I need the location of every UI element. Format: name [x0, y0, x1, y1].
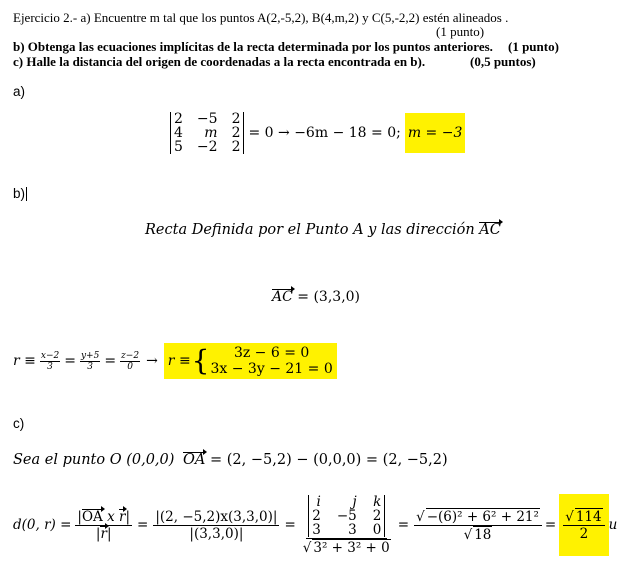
- matrix-cell: −5: [196, 111, 218, 127]
- vector-ac: AC: [479, 222, 501, 238]
- part-a-equation: [170, 112, 465, 154]
- implicit-equations-highlight: [164, 343, 337, 379]
- vector-oa-value: = (2, −5,2) − (0,0,0) = (2, −5,2): [210, 452, 448, 468]
- m-result-highlight: m = −3: [405, 113, 466, 153]
- direction-vector: [272, 289, 360, 305]
- r-symbol: r ≡: [13, 353, 36, 369]
- exercise-statement-b: b) Obtenga las ecuaciones implícitas de la recta determinada por los puntos anteriores.: [13, 39, 493, 54]
- fraction-y: $\frac{y+5}{3}$: [80, 350, 100, 372]
- fraction-determinant: i j k 2 −5 2 3 3 0 √ 3² + 3² + 0: [302, 493, 390, 556]
- sentence-text: Recta Definida por el Punto A y las dirección: [145, 222, 475, 238]
- determinant-matrix: [170, 112, 244, 154]
- part-b-label: [13, 186, 27, 201]
- point-o-sentence: [13, 452, 448, 468]
- determinant-equation: = 0 → −6m − 18 = 0;: [248, 125, 401, 141]
- implicit-system: [211, 345, 333, 377]
- part-c-label: c): [13, 416, 25, 431]
- matrix-cell: 4: [174, 125, 183, 141]
- fraction-numeric: $\frac{|(2, -5,2)x(3,3,0)|}{|(3,3,0)|}$: [155, 508, 278, 542]
- implicit-equation-2: 3x − 3y − 21 = 0: [210, 361, 333, 377]
- fraction-z: $\frac{z-2}{0}$: [121, 350, 140, 372]
- matrix-cell: 2: [231, 111, 241, 127]
- matrix-cell: 2: [231, 139, 241, 155]
- cross-product-matrix: i j k 2 −5 2 3 3 0: [308, 495, 385, 537]
- matrix-cell: 2: [231, 125, 241, 141]
- distance-result-highlight: $\frac{√ 114}{2}$: [559, 494, 608, 556]
- fraction-cross-over-norm: $\frac{\text{|OA x r|}}{|r|}$: [77, 508, 131, 542]
- matrix-cell: 2: [174, 111, 183, 127]
- implicit-equation-1: 3z − 6 = 0: [233, 345, 310, 361]
- vector-ac-lhs: AC: [272, 289, 293, 305]
- exercise-statement-c: c) Halle la distancia del origen de coordenadas a la recta encontrada en b).: [13, 54, 426, 69]
- matrix-cell: m: [204, 125, 218, 141]
- matrix-cell: −2: [196, 139, 218, 155]
- exercise-points-b: (1 punto): [508, 39, 559, 54]
- brace-icon: {: [191, 344, 210, 377]
- unit-label: u: [608, 517, 618, 533]
- matrix-cell: 5: [174, 139, 183, 155]
- vector-ac-value: = (3,3,0): [297, 289, 361, 305]
- part-b-label-text: b): [13, 186, 26, 201]
- vector-oa: OA: [183, 452, 206, 468]
- exercise-statement-a: Ejercicio 2.- a) Encuentre m tal que los puntos A(2,-5,2), B(4,m,2) y C(5,-2,2) estén alineados .: [13, 10, 509, 25]
- continuous-equation: r ≡ $\frac{x-2}{3}$ = $\frac{y+5}{3}$ = $\frac{z-2}{0}$ → r ≡ { 3z − 6 = 0 3x − 3y − 21 = 0: [13, 343, 337, 379]
- exercise-points-a: (1 punto): [436, 24, 485, 39]
- distance-lhs: d(0, r) =: [13, 517, 72, 533]
- exercise-points-c: (0,5 puntos): [470, 54, 536, 69]
- line-definition-sentence: [145, 222, 501, 238]
- r-symbol-2: r ≡: [167, 353, 191, 369]
- arrow: →: [146, 353, 158, 369]
- fraction-sqrt: $\frac{\text{√ −(6)² + 6² + 21²}}{√ 18}$: [414, 508, 542, 543]
- distance-formula: d(0, r) = $\frac{\text{|OA x r|}}{|r|}$ = $\frac{|(2, -5,2)x(3,3,0)|}{|(3,3,0)|}$ = i j k 2 −5 2 3 3 0 √ 3² + 3² + 0 = $\frac{\text{√ −(6)² + 6² + 21²}}{√ 18}$ = $\frac{√ 114}{2}$ u: [13, 493, 618, 556]
- text-cursor: [26, 187, 27, 201]
- sentence-text: Sea el punto O (0,0,0): [13, 452, 175, 468]
- part-a-label: a): [13, 84, 26, 99]
- fraction-x: $\frac{x-2}{3}$: [40, 350, 60, 372]
